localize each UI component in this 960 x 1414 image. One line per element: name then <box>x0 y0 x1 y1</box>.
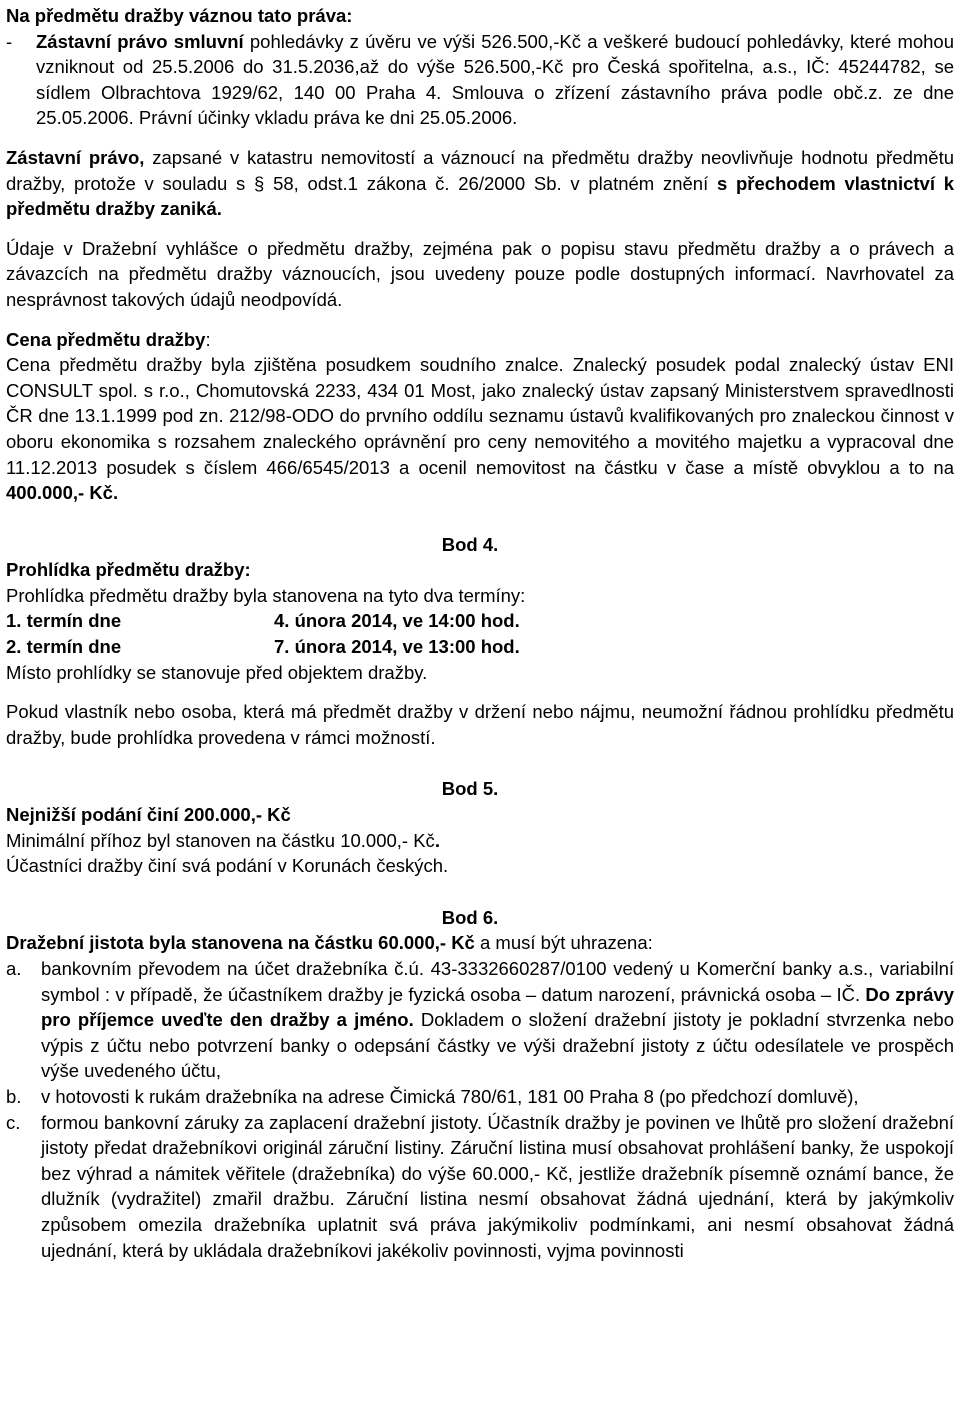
term-label: 1. termín dne <box>6 610 122 632</box>
inspection-term-1 <box>6 608 954 634</box>
lien-effect-lead: Zástavní právo, <box>6 146 145 168</box>
deposit-option-b <box>6 1084 954 1110</box>
lien-lead: Zástavní právo smluvní <box>36 30 244 52</box>
lien-item <box>6 29 954 131</box>
inspection-intro: Prohlídka předmětu dražby byla stanovena na tyto dva termíny: <box>6 584 526 606</box>
deposit-heading-label: Dražební jistota byla stanovena na částku 60.000,- Kč <box>6 932 475 954</box>
option-a-body-2: Dokladem o složení dražební jistoty je pokladní stvrzenka nebo výpis z účtu nebo potvrzení banky o odepsání částky ve výši dražební jistoty z účtu odesílatele ve prospěch výše uvedeného účtu, <box>41 1009 954 1082</box>
section-title-bod-4: Bod 4. <box>441 533 499 555</box>
price-heading <box>6 327 954 353</box>
min-increment <box>6 828 954 854</box>
term-value: 7. února 2014, ve 13:00 hod. <box>274 636 520 658</box>
lowest-bid-heading: Nejnižší podání činí 200.000,- Kč <box>6 804 291 826</box>
section-title-bod-5: Bod 5. <box>441 778 499 800</box>
option-a-body: bankovním převodem na účet dražebníka č.ú. 43-3332660287/0100 vedený u Komerční banky a.s., variabilní symbol : v případě, že účastníkem dražby je fyzická osoba – datum narození, právnická osoba – IČ. <box>41 958 954 1005</box>
min-increment-dot: . <box>434 829 440 851</box>
price-body: Cena předmětu dražby byla zjištěna posudkem soudního znalce. Znalecký posudek podal znalecký ústav ENI CONSULT spol. s r.o., Chomutovská 2233, 434 01 Most, jako znalecký ústav zapsaný Ministerstvem spravedlnosti ČR dne 13.1.1999 pod zn. 212/98-ODO do prvního oddílu seznamu ústavů kvalifikovaných pro znaleckou činnost v oboru ekonomika s rozsahem znaleckého oprávnění pro ceny nemovitého a movitého majetku a vypracoval dne 11.12.2013 posudek s číslem 466/6545/2013 a ocenil nemovitost na částku v čase a místě obvyklou a to na <box>6 354 954 478</box>
lien-body: pohledávky z úvěru ve výši 526.500,-Kč a veškeré budoucí pohledávky, které mohou vzniknout od 25.5.2006 do 31.5.2036,až do výše 526.500,-Kč pro Česká spořitelna, a.s., IČ: 45244782, se sídlem Olbrachtova 1929/62, 140 00 Praha 4. Smlouva o zřízení zástavního práva podle obč.z. ze dne 25.05.2006. Právní účinky vkladu práva ke dni 25.05.2006. <box>36 30 955 129</box>
list-marker: a. <box>6 958 22 979</box>
list-marker: - <box>6 30 13 52</box>
lien-effect-tail: s přechodem vlastnictví k předmětu dražby zaniká. <box>6 172 954 220</box>
deposit-option-a <box>6 956 954 1084</box>
deposit-option-a-text <box>41 956 954 1084</box>
lien-effect-paragraph <box>6 145 954 222</box>
inspection-note: Pokud vlastník nebo osoba, která má předmět dražby v držení nebo nájmu, neumožní řádnou prohlídku předmětu dražby, bude prohlídka provedena v rámci možností. <box>6 701 954 748</box>
list-marker: c. <box>6 1111 21 1133</box>
encumbrances-heading: Na předmětu dražby váznou tato práva: <box>6 5 353 26</box>
deposit-option-c-text: formou bankovní záruky za zaplacení dražební jistoty. Účastník dražby je povinen ve lhůtě pro složení dražební jistoty předat dražebníkovi originál záruční listiny. Záruční listina musí obsahovat prohlášení banky, že uspokojí bez výhrad a námitek věřitele (dražebníka) do výše 60.000,- Kč, jestliže dražebník písemně oznámí bance, že dlužník (vydražitel) zmařil dražbu. Záruční listina nesmí obsahovat žádná ujednání, která by jakýmkoliv způsobem omezila dražebníka uplatnit svá práva jakýmikoliv podmínkami, ani nesmí obsahovat žádná ujednání, která by ukládala dražebníkovi jakékoliv povinnosti, vyjma povinnosti <box>41 1111 954 1261</box>
lien-text <box>36 29 954 131</box>
price-heading-colon: : <box>205 328 211 350</box>
deposit-option-b-text: v hotovosti k rukám dražebníka na adrese Čimická 780/61, 181 00 Praha 8 (po předchozí domluvě), <box>41 1085 859 1107</box>
deposit-heading <box>6 930 954 956</box>
section-title-bod-6: Bod 6. <box>441 906 499 928</box>
deposit-heading-tail: a musí být uhrazena: <box>474 932 653 954</box>
price-heading-label: Cena předmětu dražby <box>6 328 206 350</box>
term-label: 2. termín dne <box>6 636 122 658</box>
disclaimer-paragraph: Údaje v Dražební vyhlášce o předmětu dražby, zejména pak o popisu stavu předmětu dražby a o právech a závazcích na předmětu dražby váznoucích, jsou uvedeny pouze podle dostupných informací. Navrhovatel za nesprávnost takových údajů neodpovídá. <box>6 237 954 310</box>
deposit-option-c <box>6 1110 954 1264</box>
term-value: 4. února 2014, ve 14:00 hod. <box>274 610 520 632</box>
inspection-place: Místo prohlídky se stanovuje před objektem dražby. <box>6 661 428 683</box>
min-increment-text: Minimální příhoz byl stanoven na částku 10.000,- Kč <box>6 829 435 851</box>
inspection-term-2 <box>6 634 954 660</box>
list-marker: b. <box>6 1085 22 1107</box>
inspection-heading: Prohlídka předmětu dražby: <box>6 559 251 581</box>
option-a-bold: Do zprávy pro příjemce uveďte den dražby a jméno. <box>41 983 955 1031</box>
lien-effect-body: zapsané v katastru nemovitostí a váznoucí na předmětu dražby neovlivňuje hodnotu předmětu dražby, protože v souladu s § 58, odst.1 zákona č. 26/2000 Sb. v platném znění <box>6 146 955 194</box>
price-amount: 400.000,- Kč. <box>6 482 119 504</box>
price-paragraph <box>6 352 954 506</box>
currency-note: Účastníci dražby činí svá podání v Korunách českých. <box>6 855 449 877</box>
